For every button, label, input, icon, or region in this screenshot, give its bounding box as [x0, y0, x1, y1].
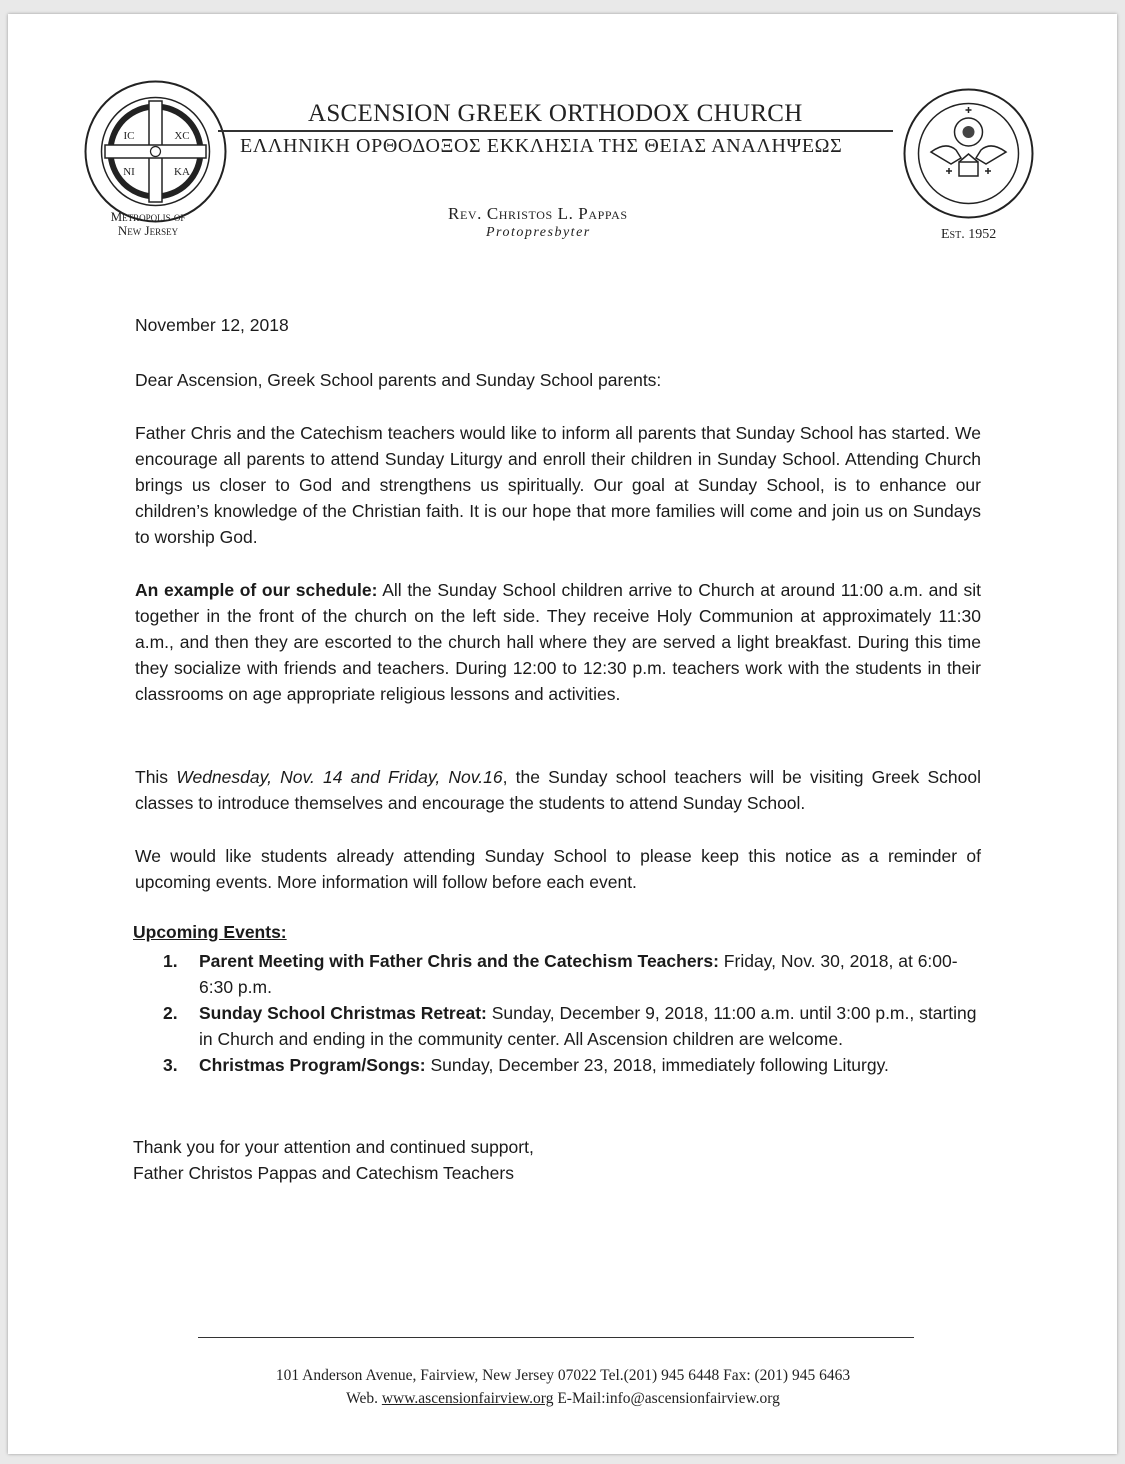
reminder-paragraph: We would like students already attending Sunday School to please keep this notice as a reminder of upcoming events. More information will follow before each event.: [135, 846, 981, 892]
schedule-paragraph: [135, 577, 981, 707]
events-heading: Upcoming Events:: [133, 922, 287, 942]
schedule-label: An example of our schedule:: [135, 580, 378, 600]
web-label: Web.: [346, 1390, 382, 1407]
event-item: [163, 948, 983, 1000]
intro-paragraph: Father Chris and the Catechism teachers would like to inform all parents that Sunday School has started. We encourage all parents to attend Sunday Liturgy and enroll their children in Sunday School. Attending Church brings us closer to God and strengthens us spiritually. Our goal at Sunday School, is to enhance our children’s knowledge of the Christian faith. It is our hope that more families will come and join us on Sundays to worship God.: [135, 423, 981, 547]
closing-line: Thank you for your attention and continued support,: [133, 1137, 534, 1157]
footer-divider: [198, 1337, 914, 1338]
priest-title: Protopresbyter: [486, 225, 591, 240]
footer-address: 101 Anderson Avenue, Fairview, New Jersey 07022 Tel.(201) 945 6448 Fax: (201) 945 6463: [275, 1367, 851, 1384]
metropolis-line1: Metropolis of: [110, 209, 186, 224]
seal-xc: XC: [174, 130, 190, 142]
header-divider: [218, 130, 893, 132]
event-number: 1.: [163, 951, 178, 971]
metropolis-seal-icon: [83, 79, 228, 224]
events-list: [163, 948, 983, 1078]
metropolis-line2: New Jersey: [117, 223, 179, 238]
seal-ic: IC: [123, 130, 135, 142]
footer: [168, 1364, 958, 1410]
event-item: [163, 1052, 983, 1078]
event-number: 2.: [163, 1003, 178, 1023]
seal-ka: KA: [174, 166, 190, 178]
church-name-greek: ΕΛΛΗΝΙΚΗ ΟΡΘΟΔΟΞΟΣ ΕΚΚΛΗΣΙΑ ΤΗΣ ΘΕΙΑΣ ΑΝΑΛΗΨΕΩΣ: [240, 135, 843, 157]
visit-dates: Wednesday, Nov. 14 and Friday, Nov.16: [176, 767, 503, 787]
event-title: Sunday School Christmas Retreat:: [199, 1003, 487, 1023]
event-detail: Sunday, December 23, 2018, immediately following Liturgy.: [425, 1055, 889, 1075]
metropolis-label: [88, 210, 208, 238]
seal-ni: NI: [123, 166, 135, 178]
established-year: Est. 1952: [941, 227, 997, 242]
footer-contact: [168, 1387, 958, 1410]
letter-date: November 12, 2018: [135, 315, 289, 335]
event-title: Christmas Program/Songs:: [199, 1055, 426, 1075]
church-name: ASCENSION GREEK ORTHODOX CHURCH: [308, 100, 803, 127]
schedule-text: All the Sunday School children arrive to Church at around 11:00 a.m. and sit together in the front of the church on the left side. They receive Holy Communion at approximately 11:30 a.m., and then they are escorted to the church hall where they are served a light breakfast. During this time they socialize with friends and teachers. During 12:00 to 12:30 p.m. teachers work with the students in their classrooms on age appropriate religious lessons and activities.: [135, 580, 981, 704]
letter-page: [8, 14, 1117, 1454]
closing-block: [133, 1134, 534, 1186]
visit-pre: This: [135, 767, 177, 787]
visit-post: , the Sunday school teachers will be visiting Greek School classes to introduce themselves and encourage the students to attend Sunday School.: [135, 767, 981, 813]
church-seal-icon: [901, 86, 1036, 221]
visit-paragraph: [135, 764, 981, 816]
event-title: Parent Meeting with Father Chris and the Catechism Teachers:: [199, 951, 719, 971]
letter-salutation: Dear Ascension, Greek School parents and Sunday School parents:: [135, 370, 662, 390]
signature: Father Christos Pappas and Catechism Teachers: [133, 1163, 514, 1183]
event-detail: Sunday, December 9, 2018, 11:00 a.m. until 3:00 p.m., starting in Church and ending in the community center. All Ascension children are welcome.: [199, 1003, 977, 1049]
event-detail: Friday, Nov. 30, 2018, at 6:00-6:30 p.m.: [199, 951, 958, 997]
website-link[interactable]: www.ascensionfairview.org: [381, 1390, 554, 1407]
event-number: 3.: [163, 1055, 178, 1075]
footer-email[interactable]: E-Mail:info@ascensionfairview.org: [553, 1390, 780, 1407]
event-item: [163, 1000, 983, 1052]
priest-name: Rev. Christos L. Pappas: [448, 204, 628, 223]
